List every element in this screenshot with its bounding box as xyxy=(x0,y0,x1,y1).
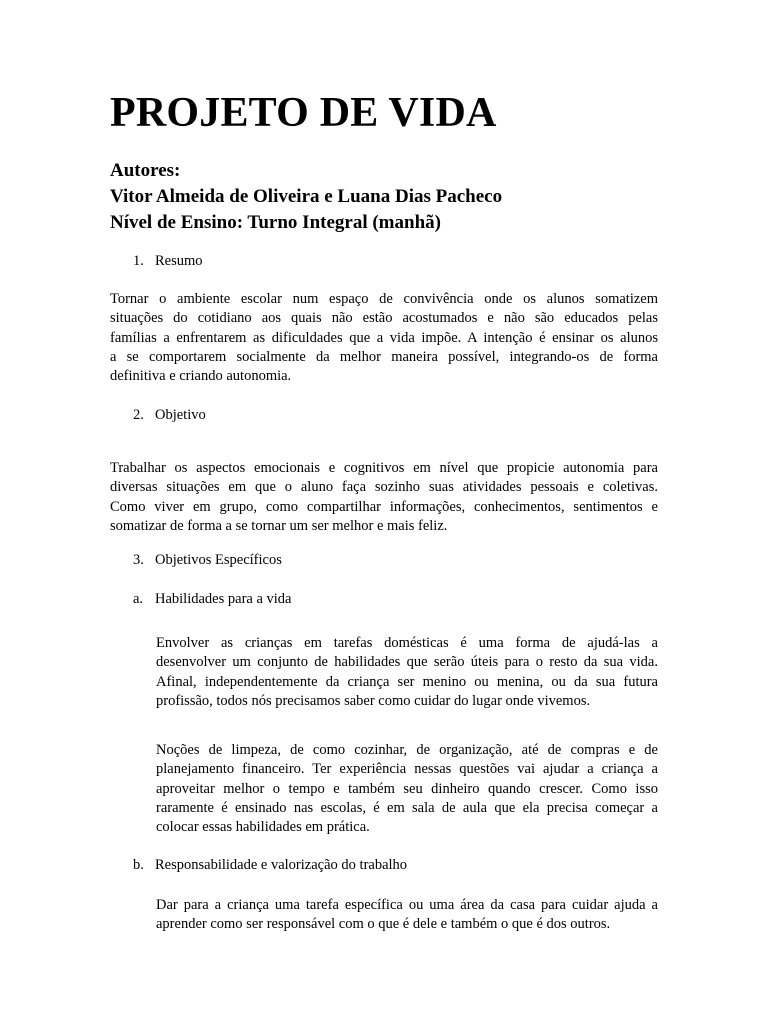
section-title: Objetivos Específicos xyxy=(155,552,282,568)
paragraph-line: desenvolver um conjunto de habilidades que serão úteis para o resto da sua vida. xyxy=(156,654,658,671)
paragraph-line: Afinal, independentemente da criança ser menino ou menina, ou da sua futura xyxy=(156,673,658,690)
paragraph-line: Noções de limpeza, de como cozinhar, de organização, até de compras e de xyxy=(156,742,658,758)
paragraph-line: diversas situações em que o aluno faça sozinho suas atividades pessoais e coletivas. xyxy=(110,479,658,496)
paragraph-line: Envolver as crianças em tarefas domésticas é uma forma de ajudá-las a xyxy=(156,635,658,651)
section-number: 3. xyxy=(133,552,144,568)
paragraph-line: profissão, todos nós precisamos saber como cuidar do lugar onde vivemos. xyxy=(156,692,591,709)
paragraph-line: Trabalhar os aspectos emocionais e cognitivos em nível que propicie autonomia para xyxy=(110,460,658,476)
section-title: Objetivo xyxy=(155,407,206,423)
authors-label: Autores: xyxy=(110,160,181,181)
subsection-title: Responsabilidade e valorização do trabalho xyxy=(155,857,408,873)
habilidades-paragraph-1 xyxy=(156,634,658,711)
paragraph-line: somatizar de forma a se tornar um ser melhor e mais feliz. xyxy=(110,517,448,534)
resumo-paragraph xyxy=(110,290,658,386)
paragraph-line: situações do cotidiano aos quais não estão acostumados e não são educados pelas xyxy=(110,310,658,327)
paragraph-line: raramente é ensinado nas escolas, é em sala de aula que ela precisa começar a xyxy=(156,799,658,816)
subsection-title: Habilidades para a vida xyxy=(155,591,292,607)
document-title: PROJETO DE VIDA xyxy=(110,90,497,136)
responsabilidade-paragraph-1 xyxy=(156,896,658,935)
paragraph-line: aproveitar melhor o tempo e também seu dinheiro quando crescer. Como isso xyxy=(156,780,658,797)
section-number: 2. xyxy=(133,407,144,423)
objetivo-paragraph xyxy=(110,459,658,536)
paragraph-line: aprender como ser responsável com o que é dele e também o que é dos outros. xyxy=(156,916,611,933)
section-title: Resumo xyxy=(155,253,203,269)
paragraph-line: planejamento financeiro. Ter experiência nessas questões vai ajudar a criança a xyxy=(156,761,658,778)
paragraph-line: colocar essas habilidades em prática. xyxy=(156,819,370,836)
document-meta xyxy=(110,158,502,236)
education-level: Nível de Ensino: Turno Integral (manhã) xyxy=(110,212,441,233)
subsection-letter: b. xyxy=(133,857,144,873)
paragraph-line: definitiva e criando autonomia. xyxy=(110,368,292,385)
paragraph-line: Dar para a criança uma tarefa específica ou uma área da casa para cuidar ajuda a xyxy=(156,897,658,913)
paragraph-line: Como viver em grupo, como compartilhar informações, conhecimentos, sentimentos e xyxy=(110,498,658,515)
paragraph-line: Tornar o ambiente escolar num espaço de convivência onde os alunos somatizem xyxy=(110,291,658,307)
section-number: 1. xyxy=(133,253,144,269)
paragraph-line: a se comportarem socialmente da melhor maneira possível, integrando-os de forma xyxy=(110,348,658,365)
subsection-letter: a. xyxy=(133,591,144,607)
habilidades-paragraph-2 xyxy=(156,741,658,837)
authors-names: Vitor Almeida de Oliveira e Luana Dias Pacheco xyxy=(110,186,503,207)
paragraph-line: famílias a enfrentarem as dificuldades que a vida impõe. A intenção é ensinar os alunos xyxy=(110,329,658,346)
